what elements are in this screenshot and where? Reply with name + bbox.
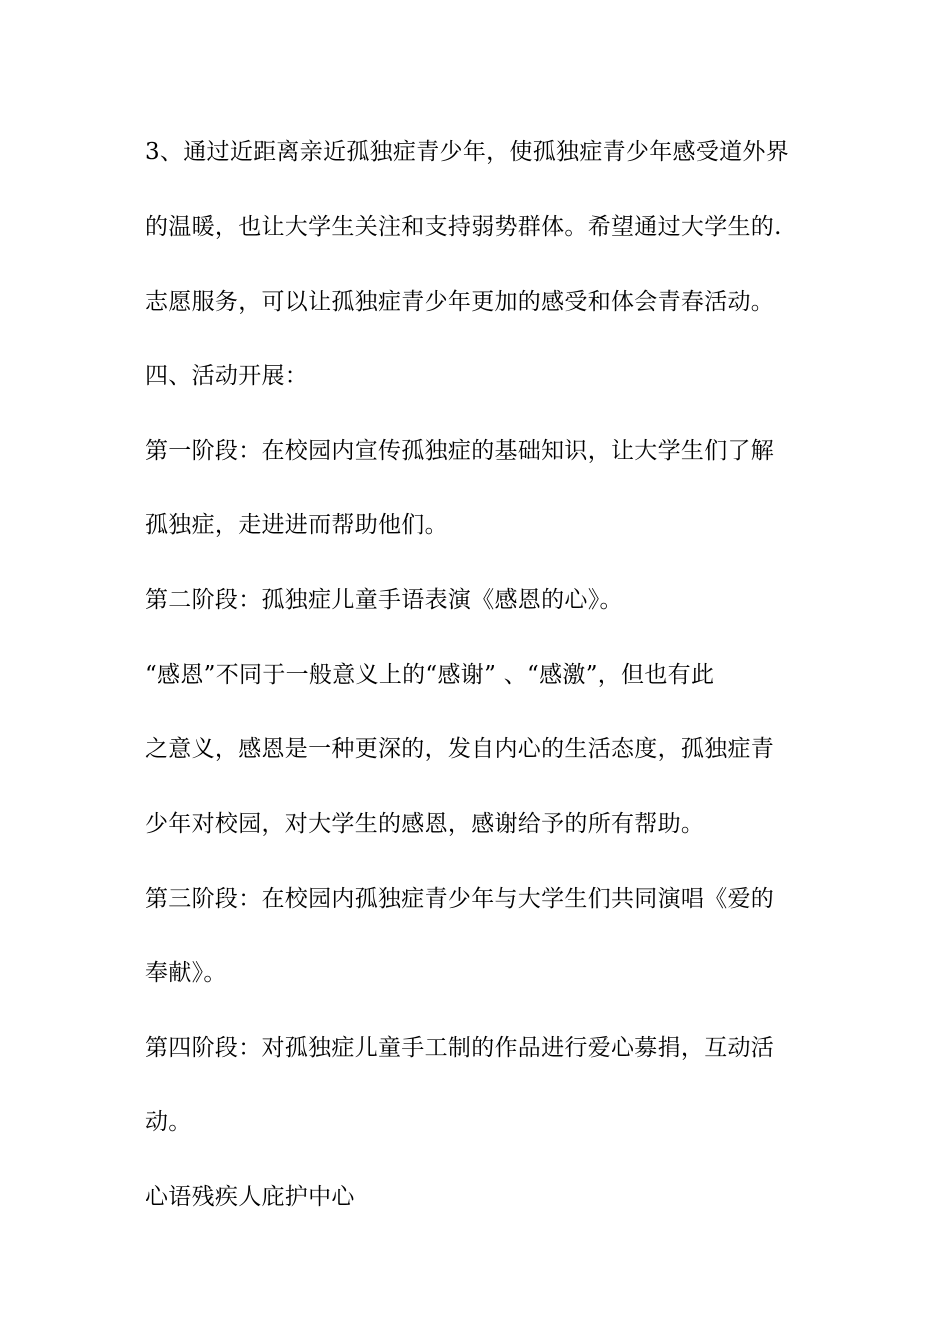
paragraph-line: 动。 (145, 1109, 192, 1135)
signature-line: 心语残疾人庇护中心 (145, 1184, 355, 1210)
paragraph-line: 之意义，感恩是一种更深的，发自内心的生活态度，孤独症青 (145, 736, 775, 762)
section-heading: 四、活动开展： (145, 363, 309, 389)
paragraph-line: 少年对校园，对大学生的感恩，感谢给予的所有帮助。 (145, 811, 705, 837)
paragraph-line: 的温暖，也让大学生关注和支持弱势群体。希望通过大学生的. (145, 214, 782, 240)
paragraph-line: 3、通过近距离亲近孤独症青少年，使孤独症青少年感受道外界 (145, 139, 790, 165)
paragraph-line: 奉献》。 (145, 960, 227, 986)
paragraph-line: 孤独症，走进进而帮助他们。 (145, 512, 448, 538)
paragraph-line: 第四阶段：对孤独症儿童手工制的作品进行爱心募捐，互动活 (145, 1035, 775, 1061)
paragraph-line: “感恩”不同于一般意义上的“感谢” 、“感激”，但也有此 (145, 662, 715, 688)
paragraph-line: 第一阶段：在校园内宣传孤独症的基础知识，让大学生们了解 (145, 438, 775, 464)
paragraph-line: 第二阶段：孤独症儿童手语表演《感恩的心》。 (145, 587, 623, 613)
paragraph-line: 第三阶段：在校园内孤独症青少年与大学生们共同演唱《爱的 (145, 886, 775, 912)
paragraph-line: 志愿服务，可以让孤独症青少年更加的感受和体会青春活动。 (145, 289, 775, 315)
